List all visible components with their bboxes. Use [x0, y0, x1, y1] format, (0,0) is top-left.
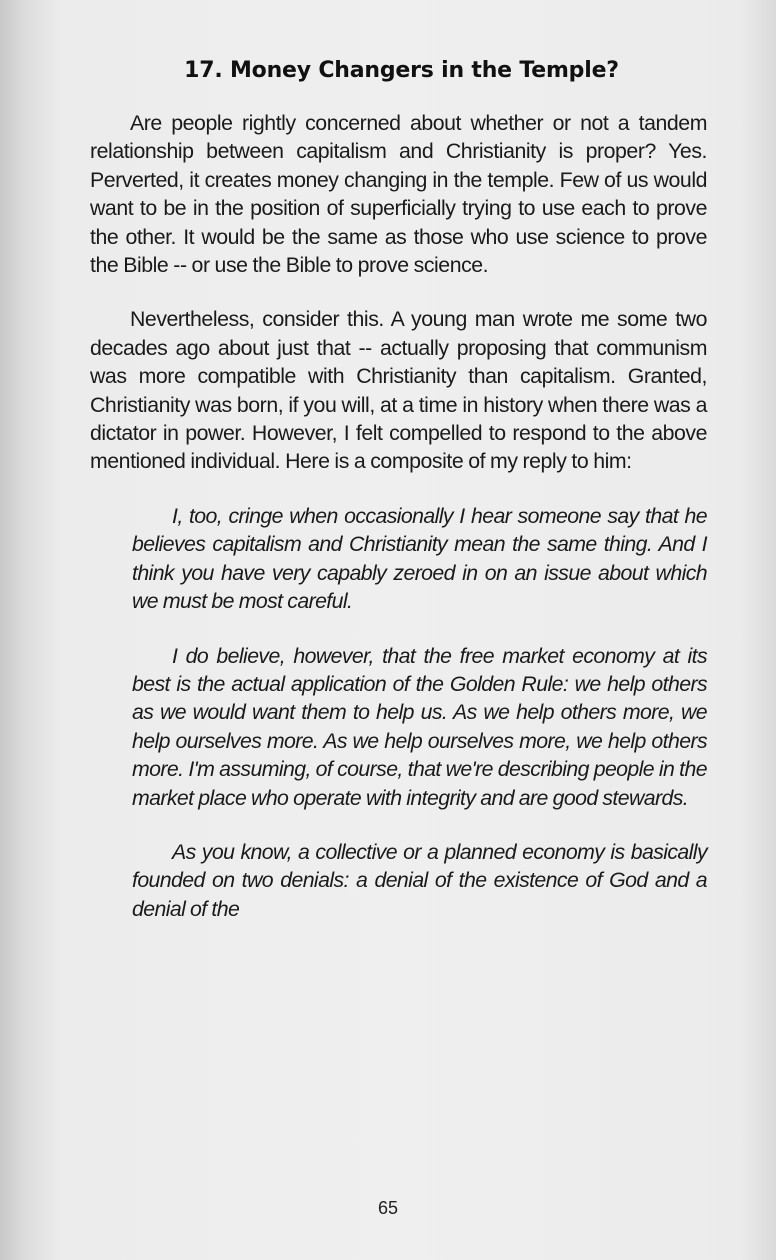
quote-paragraph-2: I do believe, however, that the free market economy at its best is the actual application of the Golden Rule: we help others as we would want them to help us. As we help others more, we help ourselves more. As we help ourselves more, we help others more. I'm assuming, of course, that we're describing people in the market place who operate with integrity and are good stewards. [132, 643, 707, 810]
quote-paragraph-3: As you know, a collective or a planned economy is basically founded on two denials: a denial of the existence of God and a denial of the [132, 839, 707, 921]
page-number: 65 [377, 1198, 399, 1218]
quote-paragraph-1: I, too, cringe when occasionally I hear someone say that he believes capitalism and Christianity mean the same thing. And I think you have very capably zeroed in on an issue about which we must be most careful. [132, 503, 707, 614]
body-paragraph-1: Are people rightly concerned about whether or not a tandem relationship between capitalism and Christianity is proper? Yes. Perverted, it creates money changing in the temple. Few of us would want to be in the position of superficially trying to use each to prove the other. It would be the same as those who use science to prove the Bible -- or use the Bible to prove science. [90, 111, 707, 278]
body-paragraph-2: Nevertheless, consider this. A young man wrote me some two decades ago about just that -- actually proposing that communism was more compatible with Christianity than capitalism. Granted, Christianity was born, if you will, at a time in history when there was a dictator in power. However, I felt compelled to respond to the above mentioned individual. Here is a composite of my reply to him: [90, 307, 707, 474]
letter-quote [132, 502, 707, 923]
chapter-title: 17. Money Changers in the Temple? [184, 58, 619, 83]
page-content [90, 58, 707, 949]
